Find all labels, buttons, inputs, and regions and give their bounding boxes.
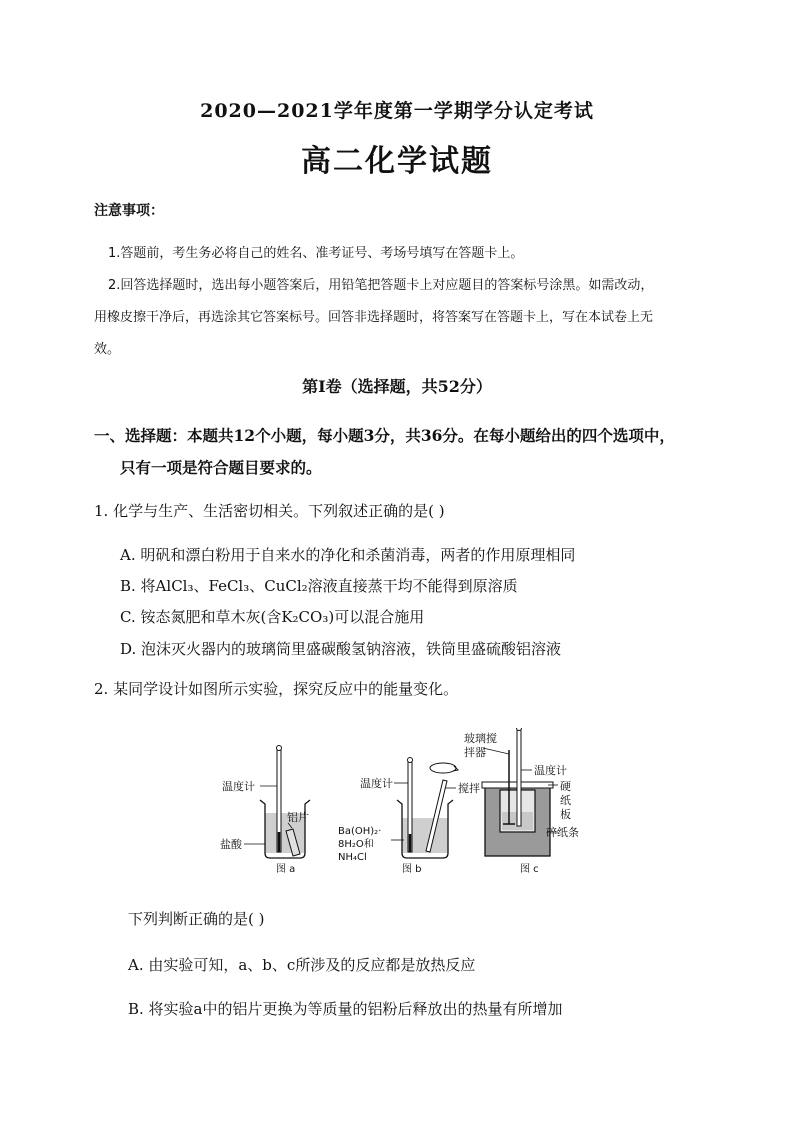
q2-option-b: B. 将实验a中的铝片更换为等质量的铝粉后释放出的热量有所增加 [128, 1000, 563, 1018]
q2-stem: 2. 某同学设计如图所示实验，探究反应中的能量变化。 [94, 680, 459, 698]
q1-option-c: C. 铵态氮肥和草木灰(含K₂CO₃)可以混合施用 [120, 608, 425, 626]
notes-heading: 注意事项： [94, 203, 164, 219]
fig-a-caption: 图 a [276, 864, 296, 875]
part-instructions-2: 只有一项是符合题目要求的。 [120, 458, 322, 477]
fig-c-thermometer-label: 温度计 [534, 764, 567, 777]
fig-c-caption: 图 c [520, 864, 539, 875]
figure-b [338, 758, 480, 876]
exam-title: 2020—2021学年度第一学期学分认定考试 [200, 100, 594, 122]
q1-option-b: B. 将AlCl₃、FeCl₃、CuCl₂溶液直接蒸干均不能得到原溶质 [120, 577, 518, 595]
q2-option-a: A. 由实验可知，a、b、c所涉及的反应都是放热反应 [128, 956, 476, 974]
figure-c [464, 728, 579, 875]
fig-b-reagent-line3: NH₄Cl [338, 852, 367, 863]
fig-c-stirrer-label-2: 拌器 [464, 746, 486, 759]
experiment-figure [220, 728, 600, 878]
fig-a-thermometer-label: 温度计 [222, 780, 255, 793]
fig-b-stir-label: 搅拌 [458, 782, 480, 795]
fig-c-board-label-2: 纸 [560, 794, 571, 807]
fig-b-thermometer-label: 温度计 [360, 777, 393, 790]
fig-b-reagent-line1: Ba(OH)₂· [338, 826, 382, 837]
figure-a [220, 746, 310, 876]
fig-b-reagent-line2: 8H₂O和 [338, 839, 374, 850]
fig-c-board-label-1: 硬 [560, 780, 571, 793]
stir-arrow-icon [430, 763, 456, 773]
note-line-2c: 效。 [94, 342, 121, 357]
subject-title: 高二化学试题 [301, 144, 493, 179]
part-instructions-1: 一、选择题：本题共12个小题，每小题3分，共36分。在每小题给出的四个选项中， [94, 426, 675, 445]
thermometer-c [517, 728, 521, 826]
q1-option-d: D. 泡沫灭火器内的玻璃筒里盛碳酸氢钠溶液，铁筒里盛硫酸铝溶液 [120, 640, 562, 658]
fig-c-stirrer-label-1: 玻璃搅 [464, 732, 497, 745]
fig-a-foil-label: 铝片 [287, 811, 309, 824]
fig-c-paper-label: 碎纸条 [546, 826, 579, 839]
fig-c-board-label-3: 板 [560, 808, 571, 821]
q1-stem: 1. 化学与生产、生活密切相关。下列叙述正确的是( ) [94, 502, 445, 520]
note-line-2b: 用橡皮擦干净后，再选涂其它答案标号。回答非选择题时，将答案写在答题卡上，写在本试卷上无 [94, 310, 654, 325]
note-line-1: 1.答题前，考生务必将自己的姓名、准考证号、考场号填写在答题卡上。 [108, 246, 524, 261]
section-title: 第I卷（选择题，共52分） [302, 377, 492, 396]
note-line-2a: 2.回答选择题时，选出每小题答案后，用铅笔把答题卡上对应题目的答案标号涂黑。如需改动， [108, 278, 654, 293]
q2-judge: 下列判断正确的是( ) [128, 910, 265, 928]
fig-b-caption: 图 b [402, 864, 422, 875]
q1-option-a: A. 明矾和漂白粉用于自来水的净化和杀菌消毒，两者的作用原理相同 [120, 546, 576, 564]
fig-a-acid-label: 盐酸 [220, 838, 242, 851]
